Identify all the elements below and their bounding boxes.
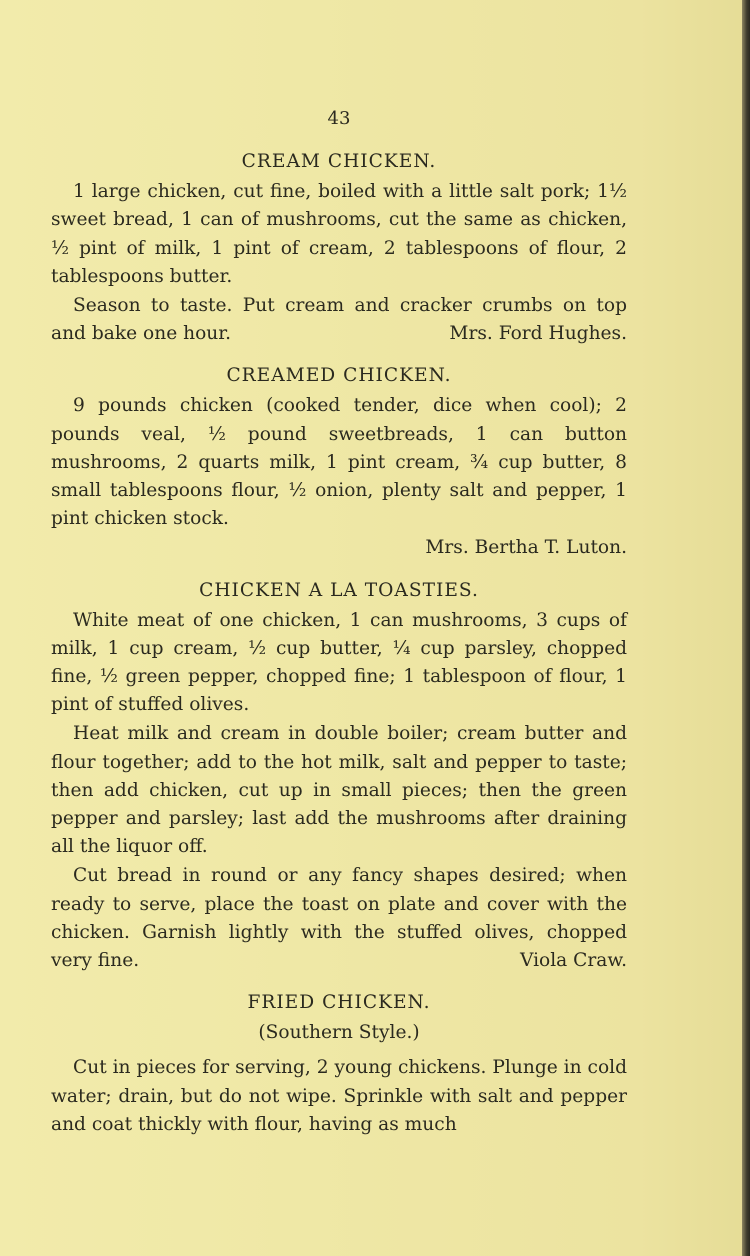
recipe-author: Mrs. Ford Hughes. (449, 323, 627, 345)
page-content (51, 105, 627, 1153)
recipe-author: Mrs. Bertha T. Luton. (425, 537, 627, 559)
recipe-creamed-chicken (51, 362, 627, 562)
recipe-paragraph-text: Season to taste. Put cream and cracker crumbs on top and bake one hour. (51, 295, 627, 345)
recipe-paragraph-text: Cut bread in round or any fancy shapes desired; when ready to serve, place the toast on plate and cover with the chicken. Garnish lightly with the stuffed olives, chopped very fine. (51, 865, 627, 972)
recipe-subtitle: (Southern Style.) (258, 1022, 420, 1044)
recipe-paragraph: 9 pounds chicken (cooked tender, dice when cool); 2 pounds veal, ½ pound sweetbreads, 1 can button mushrooms, 2 quarts milk, 1 pint cream, ¾ cup butter, 8 small tablespoons flour, ½ onion, plenty salt and pepper, 1 pint chicken stock. (51, 395, 627, 530)
page-number: 43 (327, 108, 351, 129)
recipe-title: CREAM CHICKEN. (241, 151, 437, 173)
recipe-cream-chicken (51, 148, 627, 348)
book-spine-edge (742, 0, 750, 1256)
recipe-author: Viola Craw. (519, 950, 627, 972)
recipe-paragraph: White meat of one chicken, 1 can mushrooms, 3 cups of milk, 1 cup cream, ½ cup butter, ¼ cup parsley, chopped fine, ½ green pepper, chopped fine; 1 tablespoon of flour, 1 pint of stuffed olives. (51, 609, 627, 716)
recipe-paragraph: Heat milk and cream in double boiler; cream butter and flour together; add to the hot milk, salt and pepper to taste; then add chicken, cut up in small pieces; then the green pepper and parsley; last add the mushrooms after draining all the liquor off. (51, 723, 627, 858)
recipe-paragraph: 1 large chicken, cut fine, boiled with a little salt pork; 1½ sweet bread, 1 can of mushrooms, cut the same as chicken, ½ pint of milk, 1 pint of cream, 2 tablespoons of flour, 2 tablespoons butter. (51, 181, 627, 287)
recipe-paragraph-with-author (51, 292, 627, 348)
recipe-chicken-a-la-toasties (51, 577, 627, 976)
recipe-title: CREAMED CHICKEN. (226, 365, 452, 387)
recipe-title: FRIED CHICKEN. (247, 992, 431, 1014)
recipe-paragraph: Cut in pieces for serving, 2 young chickens. Plunge in cold water; drain, but do not wipe. Sprinkle with salt and pepper and coat thickly with flour, having as much (51, 1057, 627, 1135)
recipe-paragraph-with-author (51, 862, 627, 975)
recipe-fried-chicken (51, 989, 627, 1139)
recipe-title: CHICKEN A LA TOASTIES. (199, 579, 479, 601)
